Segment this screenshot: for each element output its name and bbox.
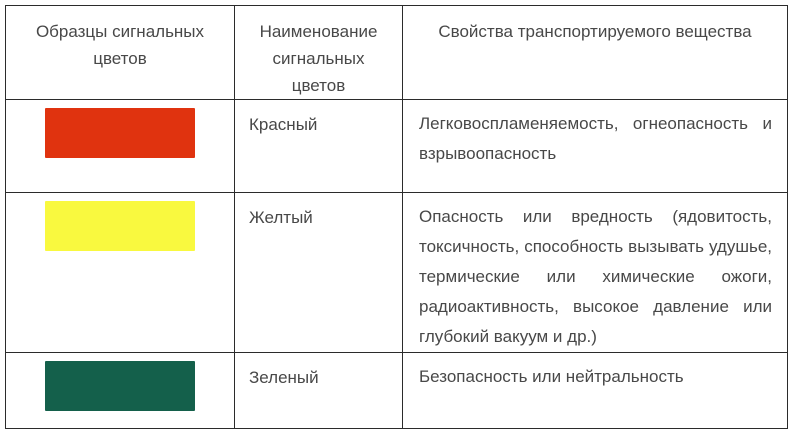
red-swatch-cell xyxy=(6,100,235,193)
green-properties-cell: Безопасность или нейтральность xyxy=(403,353,788,429)
red-properties-cell: Легковоспламеняемость, огнеопасность и взрывоопасность xyxy=(403,100,788,193)
green-swatch-cell xyxy=(6,353,235,429)
signal-colors-table xyxy=(5,5,788,429)
table-row-yellow xyxy=(6,193,788,353)
red-swatch xyxy=(45,108,195,158)
table-header-row xyxy=(6,6,788,100)
header-color-samples: Образцы сигнальных цветов xyxy=(6,6,235,100)
yellow-swatch xyxy=(45,201,195,251)
header-substance-properties: Свойства транспортируемого вещества xyxy=(403,6,788,100)
yellow-name-cell: Желтый xyxy=(235,193,403,353)
header-color-names: Наименование сигнальных цветов xyxy=(235,6,403,100)
yellow-swatch-cell xyxy=(6,193,235,353)
red-name-cell: Красный xyxy=(235,100,403,193)
green-name-cell: Зеленый xyxy=(235,353,403,429)
yellow-properties-cell: Опасность или вредность (ядовитость, токсичность, способность вызывать удушье, термические или химические ожоги, радиоактивность, высокое давление или глубокий вакуум и др.) xyxy=(403,193,788,353)
green-swatch xyxy=(45,361,195,411)
table-row-red xyxy=(6,100,788,193)
table-row-green xyxy=(6,353,788,429)
